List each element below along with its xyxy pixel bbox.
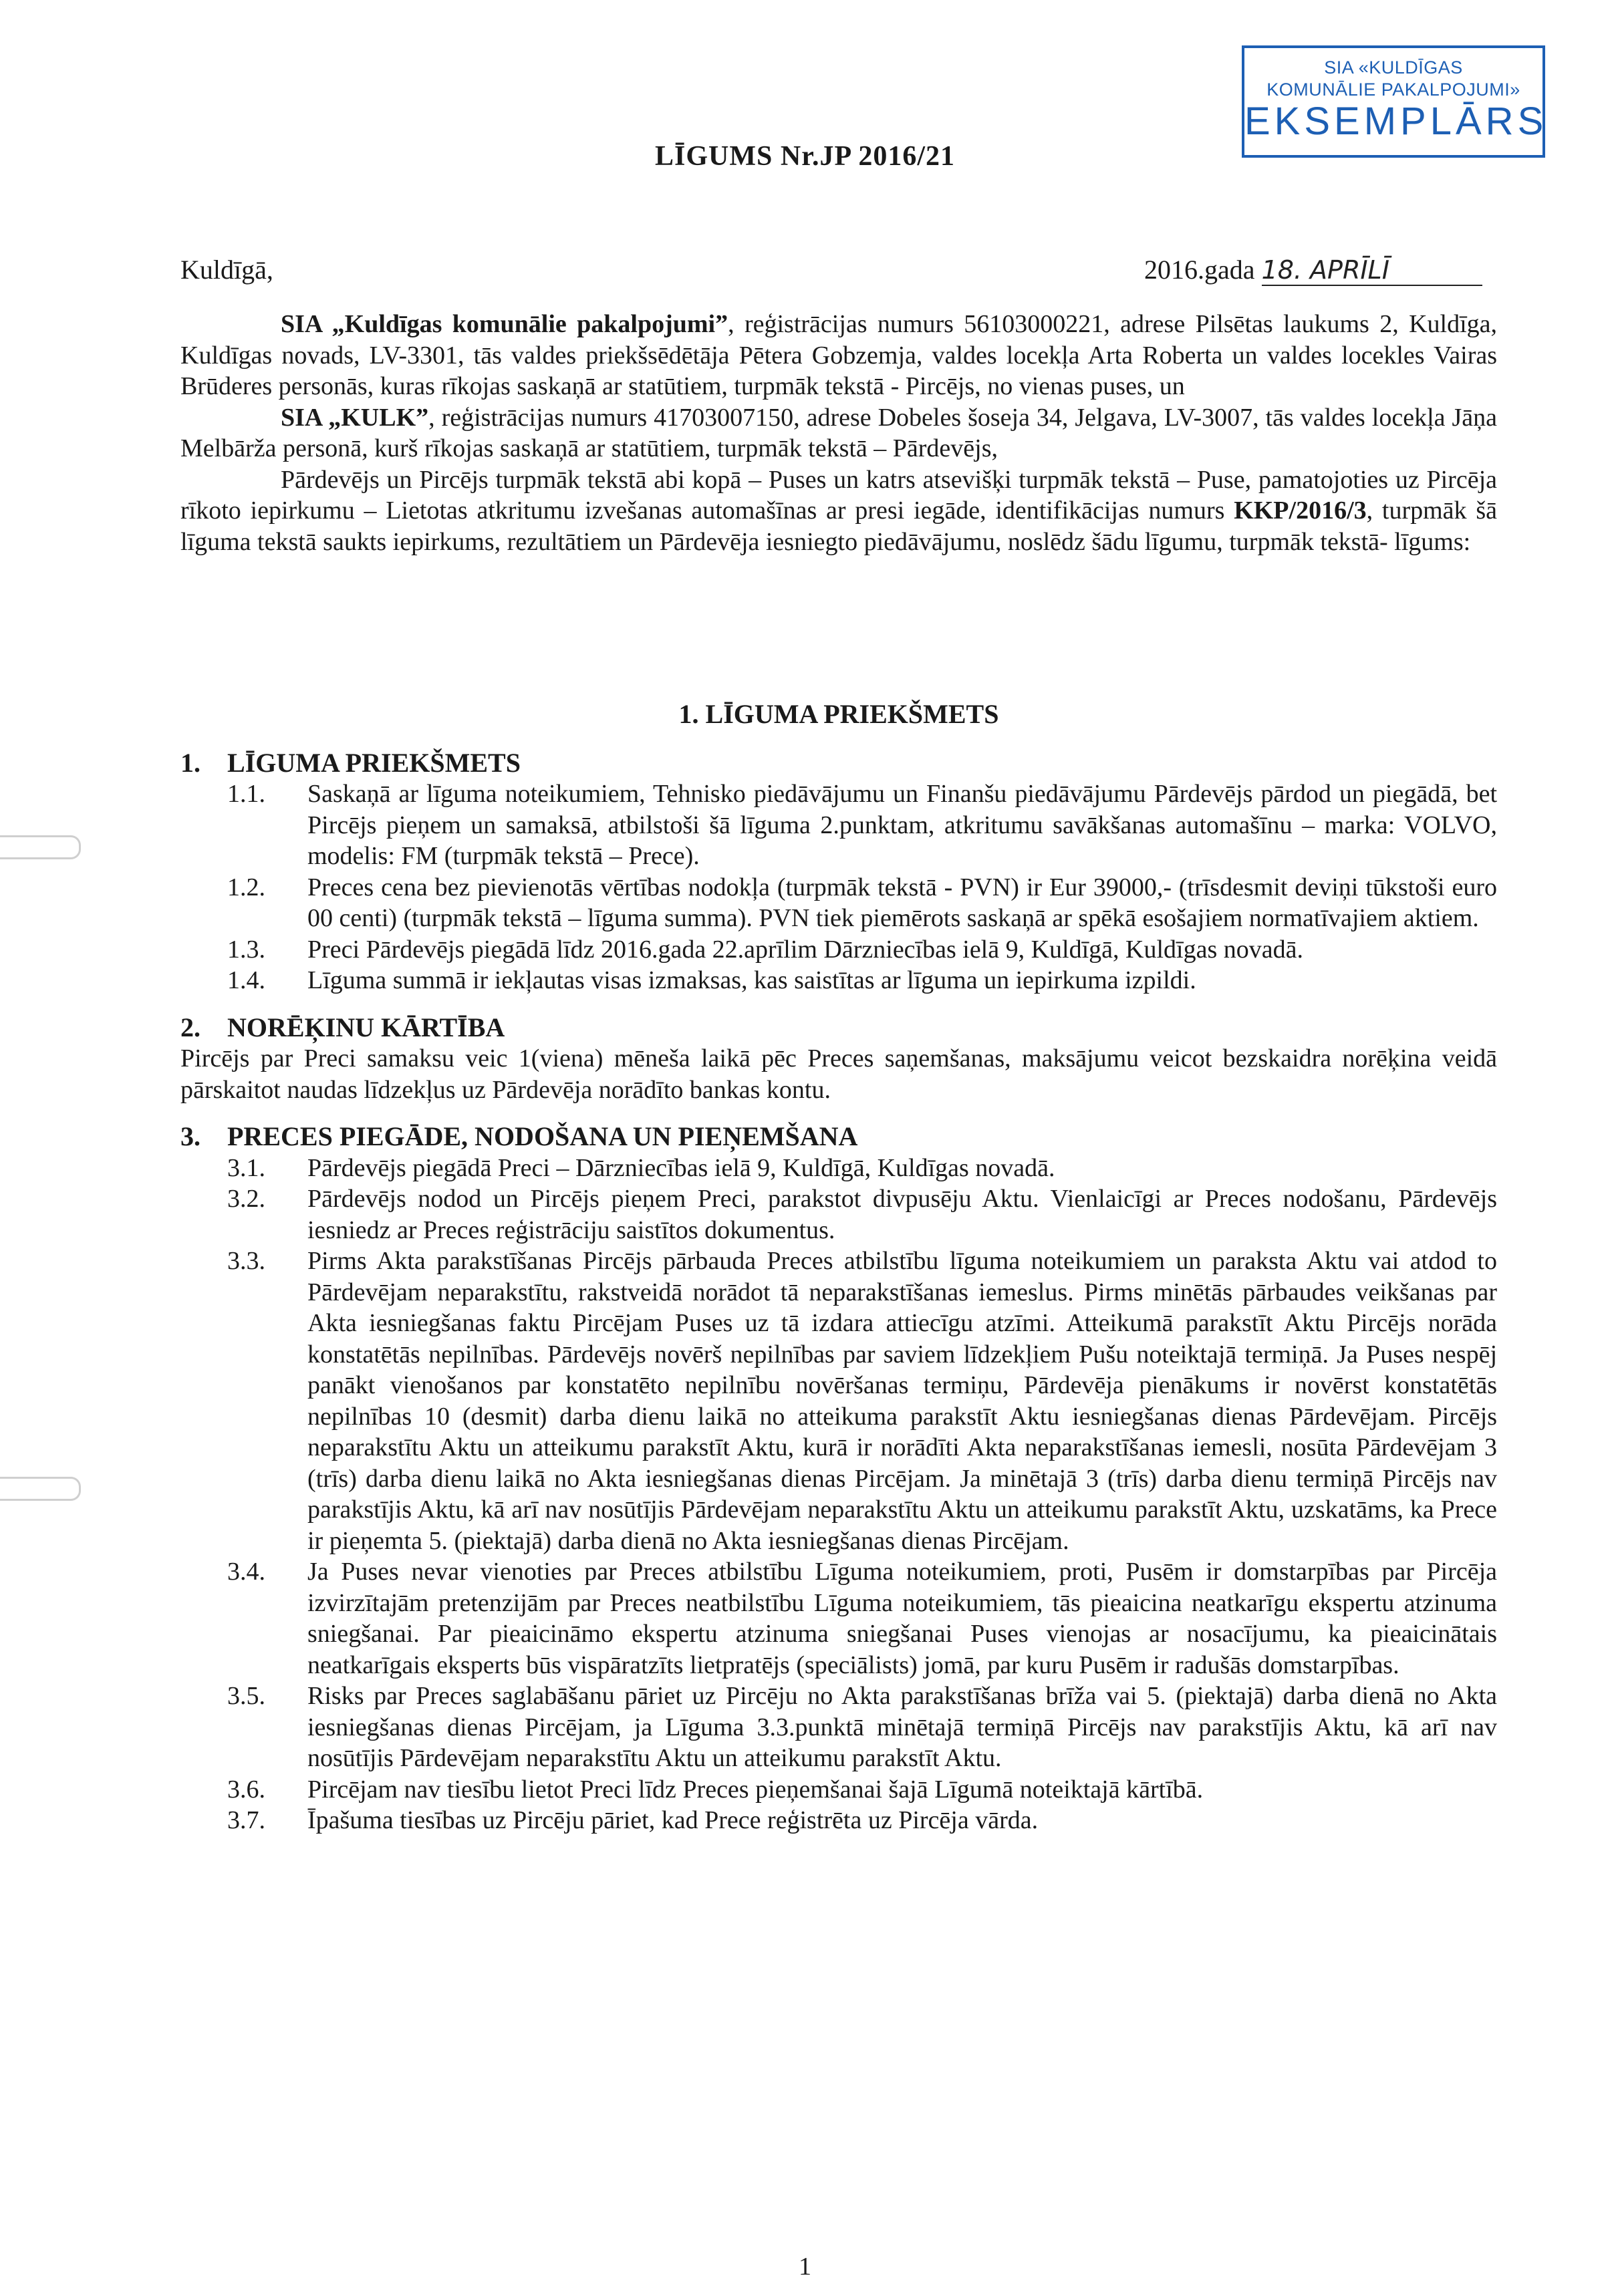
buyer-details: , reģistrācijas numurs 56103000221, adrese Pilsētas laukums 2, Kuldīga, Kuldīgas novads, LV-3301, tās valdes priekšsēdētāja Pētera Gobzemja, valdes locekļa Arta Roberta un valdes locekles Vairas Brūderes personās, kuras rīkojas saskaņā ar statūtiem, turpmāk tekstā - Pircējs, no vienas puses, un [180, 310, 1497, 400]
item-number: 1.3. [227, 935, 265, 964]
section-2-text: Pircējs par Preci samaksu veic 1(viena) mēneša laikā pēc Preces saņemšanas, maksājumu veicot bezskaidra norēķina veidā pārskaitot naudas līdzekļus uz Pārdevēja norādīto bankas kontu. [180, 1044, 1497, 1104]
list-item [180, 965, 1497, 996]
seller-details: , reģistrācijas numurs 41703007150, adrese Dobeles šoseja 34, Jelgava, LV-3007, tās valdes locekļa Jāņa Melbārža personā, kurš rīkojas saskaņā ar statūtiem, turpmāk tekstā – Pārdevējs, [180, 403, 1497, 462]
date-handwritten: 18. APRĪLĪ [1262, 255, 1482, 286]
section-2-heading [180, 1012, 1497, 1044]
page-number: 1 [799, 2253, 811, 2281]
section-3-heading [180, 1121, 1497, 1153]
list-item [180, 934, 1497, 966]
item-text: Saskaņā ar līguma noteikumiem, Tehnisko piedāvājumu un Finanšu piedāvājumu Pārdevējs pārdod un piegādā, bet Pircējs pieņem un samaksā, atbilstoši šā līguma 2.punktam, atkritumu savākšanas automašīnu – marka: VOLVO, modelis: FM (turpmāk tekstā – Prece). [307, 780, 1497, 870]
punch-hole-bottom [0, 1477, 81, 1501]
section-1-heading [180, 748, 1497, 779]
item-text: Pārdevējs piegādā Preci – Dārzniecības ielā 9, Kuldīgā, Kuldīgas novadā. [307, 1153, 1055, 1182]
list-item [180, 1183, 1497, 1246]
item-number: 3.3. [227, 1247, 265, 1275]
agreement-text-rest: , turpmāk šā līguma tekstā saukts iepirkums, rezultātiem un Pārdevēja iesniegto piedāvājumu, noslēdz šādu līgumu, turpmāk tekstā- līgums: [180, 496, 1497, 556]
section-number: 1. [180, 747, 200, 778]
intro-block [180, 309, 1497, 557]
item-number: 3.7. [227, 1806, 265, 1834]
place: Kuldīgā, [180, 255, 273, 285]
contract-body [180, 699, 1497, 1836]
punch-hole-top [0, 835, 81, 859]
procurement-id: KKP/2016/3 [1234, 496, 1367, 525]
section-title: PRECES PIEGĀDE, NODOŠANA UN PIEŅEMŠANA [227, 1121, 858, 1151]
list-item [180, 1774, 1497, 1806]
item-number: 3.4. [227, 1558, 265, 1586]
list-item [180, 872, 1497, 934]
item-number: 3.2. [227, 1185, 265, 1213]
section-title: NORĒĶINU KĀRTĪBA [227, 1012, 505, 1042]
stamp-line-2: KOMUNĀLIE PAKALPOJUMI» [1266, 80, 1520, 100]
item-text: Pirms Akta parakstīšanas Pircējs pārbauda Preces atbilstību līguma noteikumiem un paraksta Aktu vai atdod to Pārdevējam neparakstītu, rakstveidā norādot tā neparakstīšanas iemeslus. Pirms minētās pārbaudes veikšanas par Akta iesniegšanas faktu Pircējam Puses uz tā izdara attiecīgu atzīmi. Atteikumā parakstīt Aktu Pircējs norāda konstatētās nepilnības. Pārdevējs novērš nepilnības par saviem līdzekļiem Pušu noteiktajā termiņā. Ja Puses nespēj panākt vienošanos par konstatēto nepilnību novēršanas termiņu, Pārdevēja pienākums ir novērst konstatētās nepilnības 10 (desmit) darba dienu laikā no atteikuma parakstīt Aktu iesniegšanas dienas Pārdevējam. Pircējs neparakstītu Aktu un atteikumu parakstīt Aktu, kurā ir norādīti Akta neparakstīšanas iemesli, nosūta Pārdevējam 3 (trīs) darba dienu laikā no Akta iesniegšanas dienas Pircējam. Ja minētajā 3 (trīs) darba dienu termiņā Pircējs nav parakstījis Aktu, kā arī nav nosūtījis Pārdevējam neparakstītu Aktu un atteikumu parakstīt Aktu, uzskatāms, ka Prece ir pieņemta 5. (piektajā) darba dienā no Akta iesniegšanas dienas Pircējam. [307, 1247, 1497, 1555]
item-number: 1.2. [227, 873, 265, 901]
center-heading: 1. LĪGUMA PRIEKŠMETS [678, 699, 999, 729]
item-text: Īpašuma tiesības uz Pircēju pāriet, kad Prece reģistrēta uz Pircēja vārda. [307, 1806, 1039, 1834]
date-prefix: 2016.gada [1144, 255, 1255, 285]
intro-party-buyer [180, 309, 1497, 402]
item-text: Risks par Preces saglabāšanu pāriet uz Pircēju no Akta parakstīšanas brīža vai 5. (piektajā) darba dienā no Akta iesniegšanas dienas Pircējam, ja Līguma 3.3.punktā minētajā termiņā Pircējs nav parakstījis Aktu, kā arī nav nosūtījis Pārdevējam neparakstītu Aktu un atteikumu parakstīt Aktu. [307, 1682, 1497, 1772]
intro-party-seller [180, 402, 1497, 464]
stamp-line-3: EKSEMPLĀRS [1244, 100, 1548, 143]
item-text: Preces cena bez pievienotās vērtības nodokļa (turpmāk tekstā - PVN) ir Eur 39000,- (trīsdesmit deviņi tūkstoši euro 00 centi) (turpmāk tekstā – līguma summa). PVN tiek piemērots saskaņā ar spēkā esošajiem normatīvajiem aktiem. [307, 873, 1497, 932]
item-number: 1.4. [227, 966, 265, 994]
contract-title: LĪGUMS Nr.JP 2016/21 [655, 141, 955, 172]
item-text: Līguma summā ir iekļautas visas izmaksas, kas saistītas ar līguma un iepirkuma izpildi. [307, 966, 1196, 994]
item-text: Ja Puses nevar vienoties par Preces atbilstību Līguma noteikumiem, proti, Pusēm ir domstarpības par Pircēja izvirzītajām pretenzijām par Preces neatbilstību Līguma noteikumiem, tās pieaicina neatkarīgu ekspertu atzinuma sniegšanai. Par pieaicināmo ekspertu atzinuma sniegšanai Puses vienojas ar nosacījumu, ka pieaicinātais neatkarīgais eksperts būs vispāratzīts lietpratējs (speciālists) jomā, par kuru Pusēm ir radušās domstarpības. [307, 1558, 1497, 1679]
list-item [180, 778, 1497, 872]
section-number: 3. [180, 1121, 200, 1151]
buyer-name: SIA „Kuldīgas komunālie pakalpojumi” [281, 310, 728, 338]
date-line [1144, 254, 1482, 286]
stamp-line-1: SIA «KULDĪGAS [1324, 57, 1463, 78]
section-title: LĪGUMA PRIEKŠMETS [227, 747, 521, 778]
item-text: Pārdevējs nodod un Pircējs pieņem Preci, parakstot divpusēju Aktu. Vienlaicīgi ar Preces nodošanu, Pārdevējs iesniedz ar Preces reģistrāciju saistītos dokumentus. [307, 1185, 1497, 1244]
list-item [180, 1805, 1497, 1836]
list-item [180, 1681, 1497, 1774]
agreement-text: Pārdevējs un Pircējs turpmāk tekstā abi kopā – Puses un katrs atsevišķi turpmāk tekstā – Puse, pamatojoties uz Pircēja rīkoto iepirkumu – Lietotas atkritumu izvešanas automašīnas ar presi iegāde, identifikācijas numurs [180, 465, 1497, 525]
item-number: 3.6. [227, 1775, 265, 1804]
list-item [180, 1556, 1497, 1681]
item-text: Pircējam nav tiesību lietot Preci līdz Preces pieņemšanai šajā Līgumā noteiktajā kārtībā. [307, 1775, 1204, 1804]
item-number: 3.1. [227, 1153, 265, 1182]
section-number: 2. [180, 1012, 200, 1042]
list-item [180, 1246, 1497, 1556]
item-number: 1.1. [227, 780, 265, 808]
list-item [180, 1153, 1497, 1184]
item-number: 3.5. [227, 1682, 265, 1710]
item-text: Preci Pārdevējs piegādā līdz 2016.gada 22.aprīlim Dārzniecības ielā 9, Kuldīgā, Kuldīgas novadā. [307, 935, 1303, 964]
seller-name: SIA „KULK” [281, 403, 429, 432]
intro-parties-agreement [180, 464, 1497, 558]
